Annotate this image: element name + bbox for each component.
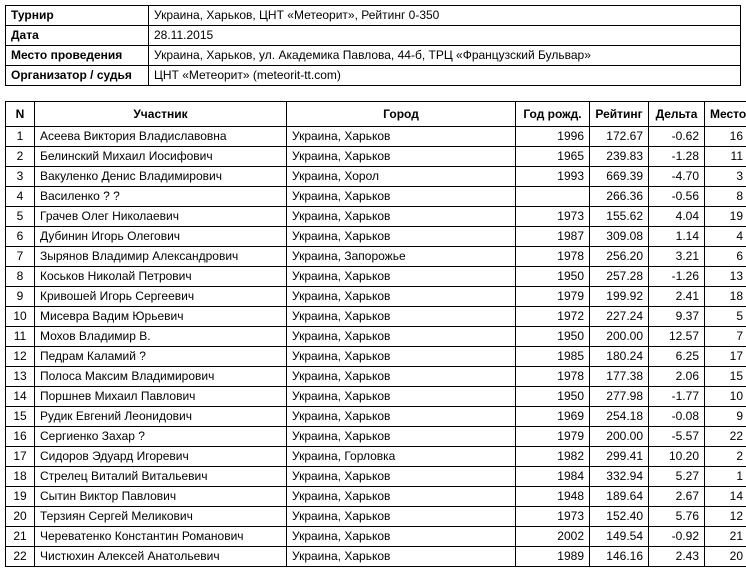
col-header-year: Год рожд. <box>516 102 590 127</box>
table-row <box>6 367 746 387</box>
info-row <box>6 6 741 26</box>
cell-rating: 254.18 <box>590 407 649 427</box>
cell-name: Рудик Евгений Леонидович <box>35 407 287 427</box>
table-row <box>6 307 746 327</box>
info-row <box>6 26 741 46</box>
cell-city: Украина, Харьков <box>287 187 516 207</box>
table-row <box>6 527 746 547</box>
table-row <box>6 267 746 287</box>
info-label: Организатор / судья <box>6 66 149 86</box>
cell-delta: -4.70 <box>649 167 705 187</box>
cell-place: 16 <box>705 127 746 147</box>
cell-city: Украина, Харьков <box>287 507 516 527</box>
cell-place: 9 <box>705 407 746 427</box>
cell-delta: -0.56 <box>649 187 705 207</box>
cell-city: Украина, Харьков <box>287 147 516 167</box>
cell-place: 3 <box>705 167 746 187</box>
cell-rating: 227.24 <box>590 307 649 327</box>
cell-n: 4 <box>6 187 35 207</box>
col-header-rating: Рейтинг <box>590 102 649 127</box>
tournament-info-body <box>6 6 741 86</box>
cell-rating: 177.38 <box>590 367 649 387</box>
cell-city: Украина, Харьков <box>287 347 516 367</box>
cell-n: 16 <box>6 427 35 447</box>
cell-n: 7 <box>6 247 35 267</box>
results-body <box>6 127 746 567</box>
cell-name: Белинский Михаил Иосифович <box>35 147 287 167</box>
cell-rating: 146.16 <box>590 547 649 567</box>
cell-delta: 4.04 <box>649 207 705 227</box>
cell-name: Асеева Виктория Владиславовна <box>35 127 287 147</box>
cell-year: 1996 <box>516 127 590 147</box>
cell-city: Украина, Харьков <box>287 127 516 147</box>
cell-delta: -1.26 <box>649 267 705 287</box>
cell-year: 1989 <box>516 547 590 567</box>
cell-n: 8 <box>6 267 35 287</box>
cell-n: 18 <box>6 467 35 487</box>
cell-name: Грачев Олег Николаевич <box>35 207 287 227</box>
cell-year: 1979 <box>516 427 590 447</box>
info-value: Украина, Харьков, ул. Академика Павлова, 44-б, ТРЦ «Французский Бульвар» <box>149 46 741 66</box>
cell-name: Кривошей Игорь Сергеевич <box>35 287 287 307</box>
table-row <box>6 167 746 187</box>
cell-delta: 10.20 <box>649 447 705 467</box>
cell-name: Василенко ? ? <box>35 187 287 207</box>
cell-year: 1987 <box>516 227 590 247</box>
cell-rating: 266.36 <box>590 187 649 207</box>
cell-rating: 200.00 <box>590 327 649 347</box>
cell-year: 1984 <box>516 467 590 487</box>
info-value: 28.11.2015 <box>149 26 741 46</box>
cell-name: Вакуленко Денис Владимирович <box>35 167 287 187</box>
cell-rating: 332.94 <box>590 467 649 487</box>
cell-year: 1973 <box>516 507 590 527</box>
info-value: ЦНТ «Метеорит» (meteorit-tt.com) <box>149 66 741 86</box>
table-row <box>6 207 746 227</box>
cell-place: 11 <box>705 147 746 167</box>
cell-year: 1950 <box>516 327 590 347</box>
cell-place: 17 <box>705 347 746 367</box>
cell-rating: 299.41 <box>590 447 649 467</box>
cell-year: 1965 <box>516 147 590 167</box>
cell-year: 1985 <box>516 347 590 367</box>
cell-n: 14 <box>6 387 35 407</box>
cell-rating: 152.40 <box>590 507 649 527</box>
cell-name: Коськов Николай Петрович <box>35 267 287 287</box>
cell-place: 5 <box>705 307 746 327</box>
cell-rating: 239.83 <box>590 147 649 167</box>
cell-delta: 2.06 <box>649 367 705 387</box>
cell-city: Украина, Запорожье <box>287 247 516 267</box>
cell-name: Череватенко Константин Романович <box>35 527 287 547</box>
cell-city: Украина, Харьков <box>287 387 516 407</box>
cell-place: 1 <box>705 467 746 487</box>
cell-city: Украина, Хорол <box>287 167 516 187</box>
cell-year: 1969 <box>516 407 590 427</box>
table-row <box>6 507 746 527</box>
table-row <box>6 247 746 267</box>
cell-delta: 5.76 <box>649 507 705 527</box>
cell-rating: 155.62 <box>590 207 649 227</box>
cell-year: 1950 <box>516 267 590 287</box>
table-row <box>6 467 746 487</box>
cell-place: 2 <box>705 447 746 467</box>
cell-name: Мисевра Вадим Юрьевич <box>35 307 287 327</box>
cell-delta: -0.08 <box>649 407 705 427</box>
cell-year: 1948 <box>516 487 590 507</box>
cell-rating: 199.92 <box>590 287 649 307</box>
cell-year: 1982 <box>516 447 590 467</box>
cell-n: 17 <box>6 447 35 467</box>
table-row <box>6 407 746 427</box>
cell-n: 1 <box>6 127 35 147</box>
cell-delta: 2.67 <box>649 487 705 507</box>
cell-delta: 6.25 <box>649 347 705 367</box>
cell-name: Педрам Каламий ? <box>35 347 287 367</box>
cell-city: Украина, Харьков <box>287 427 516 447</box>
table-row <box>6 487 746 507</box>
cell-rating: 256.20 <box>590 247 649 267</box>
col-header-n: N <box>6 102 35 127</box>
cell-n: 15 <box>6 407 35 427</box>
table-row <box>6 187 746 207</box>
cell-n: 9 <box>6 287 35 307</box>
cell-delta: -0.62 <box>649 127 705 147</box>
cell-name: Сергиенко Захар ? <box>35 427 287 447</box>
cell-city: Украина, Харьков <box>287 327 516 347</box>
info-value: Украина, Харьков, ЦНТ «Метеорит», Рейтинг 0-350 <box>149 6 741 26</box>
results-header-row <box>6 102 746 127</box>
cell-city: Украина, Харьков <box>287 527 516 547</box>
cell-year: 1950 <box>516 387 590 407</box>
cell-n: 11 <box>6 327 35 347</box>
cell-name: Сидоров Эдуард Игоревич <box>35 447 287 467</box>
cell-delta: 2.43 <box>649 547 705 567</box>
table-row <box>6 447 746 467</box>
cell-name: Дубинин Игорь Олегович <box>35 227 287 247</box>
cell-city: Украина, Харьков <box>287 267 516 287</box>
cell-place: 13 <box>705 267 746 287</box>
col-header-place: Место <box>705 102 746 127</box>
cell-n: 3 <box>6 167 35 187</box>
cell-year: 1978 <box>516 367 590 387</box>
cell-place: 7 <box>705 327 746 347</box>
cell-rating: 309.08 <box>590 227 649 247</box>
cell-place: 6 <box>705 247 746 267</box>
cell-name: Поршнев Михаил Павлович <box>35 387 287 407</box>
table-row <box>6 427 746 447</box>
cell-city: Украина, Харьков <box>287 227 516 247</box>
cell-rating: 200.00 <box>590 427 649 447</box>
cell-n: 12 <box>6 347 35 367</box>
info-label: Место проведения <box>6 46 149 66</box>
cell-n: 21 <box>6 527 35 547</box>
cell-n: 2 <box>6 147 35 167</box>
cell-rating: 149.54 <box>590 527 649 547</box>
table-row <box>6 147 746 167</box>
cell-n: 6 <box>6 227 35 247</box>
table-row <box>6 227 746 247</box>
cell-delta: 3.21 <box>649 247 705 267</box>
cell-place: 18 <box>705 287 746 307</box>
tournament-info-table <box>5 5 741 86</box>
cell-rating: 257.28 <box>590 267 649 287</box>
table-row <box>6 547 746 567</box>
cell-year: 1978 <box>516 247 590 267</box>
table-row <box>6 287 746 307</box>
cell-delta: 5.27 <box>649 467 705 487</box>
info-row <box>6 46 741 66</box>
cell-rating: 189.64 <box>590 487 649 507</box>
cell-place: 12 <box>705 507 746 527</box>
table-row <box>6 127 746 147</box>
cell-place: 15 <box>705 367 746 387</box>
cell-year: 1979 <box>516 287 590 307</box>
cell-delta: -5.57 <box>649 427 705 447</box>
cell-city: Украина, Харьков <box>287 467 516 487</box>
cell-name: Терзиян Сергей Меликович <box>35 507 287 527</box>
cell-n: 10 <box>6 307 35 327</box>
cell-city: Украина, Харьков <box>287 407 516 427</box>
cell-place: 20 <box>705 547 746 567</box>
cell-n: 13 <box>6 367 35 387</box>
col-header-delta: Дельта <box>649 102 705 127</box>
cell-delta: -1.28 <box>649 147 705 167</box>
cell-rating: 172.67 <box>590 127 649 147</box>
cell-year: 2002 <box>516 527 590 547</box>
cell-n: 5 <box>6 207 35 227</box>
cell-year: 1993 <box>516 167 590 187</box>
cell-name: Сытин Виктор Павлович <box>35 487 287 507</box>
cell-delta: -1.77 <box>649 387 705 407</box>
cell-year: 1972 <box>516 307 590 327</box>
cell-city: Украина, Горловка <box>287 447 516 467</box>
cell-delta: 1.14 <box>649 227 705 247</box>
cell-place: 8 <box>705 187 746 207</box>
cell-delta: 12.57 <box>649 327 705 347</box>
cell-place: 22 <box>705 427 746 447</box>
results-table <box>5 101 746 567</box>
cell-year: 1973 <box>516 207 590 227</box>
cell-city: Украина, Харьков <box>287 307 516 327</box>
cell-n: 22 <box>6 547 35 567</box>
col-header-name: Участник <box>35 102 287 127</box>
cell-name: Чистюхин Алексей Анатольевич <box>35 547 287 567</box>
table-row <box>6 347 746 367</box>
cell-place: 4 <box>705 227 746 247</box>
cell-place: 19 <box>705 207 746 227</box>
cell-city: Украина, Харьков <box>287 207 516 227</box>
cell-name: Мохов Владимир В. <box>35 327 287 347</box>
cell-city: Украина, Харьков <box>287 487 516 507</box>
cell-city: Украина, Харьков <box>287 547 516 567</box>
cell-delta: 9.37 <box>649 307 705 327</box>
col-header-city: Город <box>287 102 516 127</box>
cell-year <box>516 187 590 207</box>
cell-rating: 277.98 <box>590 387 649 407</box>
info-row <box>6 66 741 86</box>
cell-city: Украина, Харьков <box>287 287 516 307</box>
cell-n: 19 <box>6 487 35 507</box>
cell-delta: -0.92 <box>649 527 705 547</box>
table-row <box>6 387 746 407</box>
cell-rating: 180.24 <box>590 347 649 367</box>
cell-place: 14 <box>705 487 746 507</box>
cell-n: 20 <box>6 507 35 527</box>
cell-city: Украина, Харьков <box>287 367 516 387</box>
cell-place: 10 <box>705 387 746 407</box>
cell-name: Стрелец Виталий Витальевич <box>35 467 287 487</box>
info-label: Турнир <box>6 6 149 26</box>
cell-rating: 669.39 <box>590 167 649 187</box>
cell-name: Зырянов Владимир Александрович <box>35 247 287 267</box>
cell-place: 21 <box>705 527 746 547</box>
table-row <box>6 327 746 347</box>
cell-name: Полоса Максим Владимирович <box>35 367 287 387</box>
cell-delta: 2.41 <box>649 287 705 307</box>
info-label: Дата <box>6 26 149 46</box>
